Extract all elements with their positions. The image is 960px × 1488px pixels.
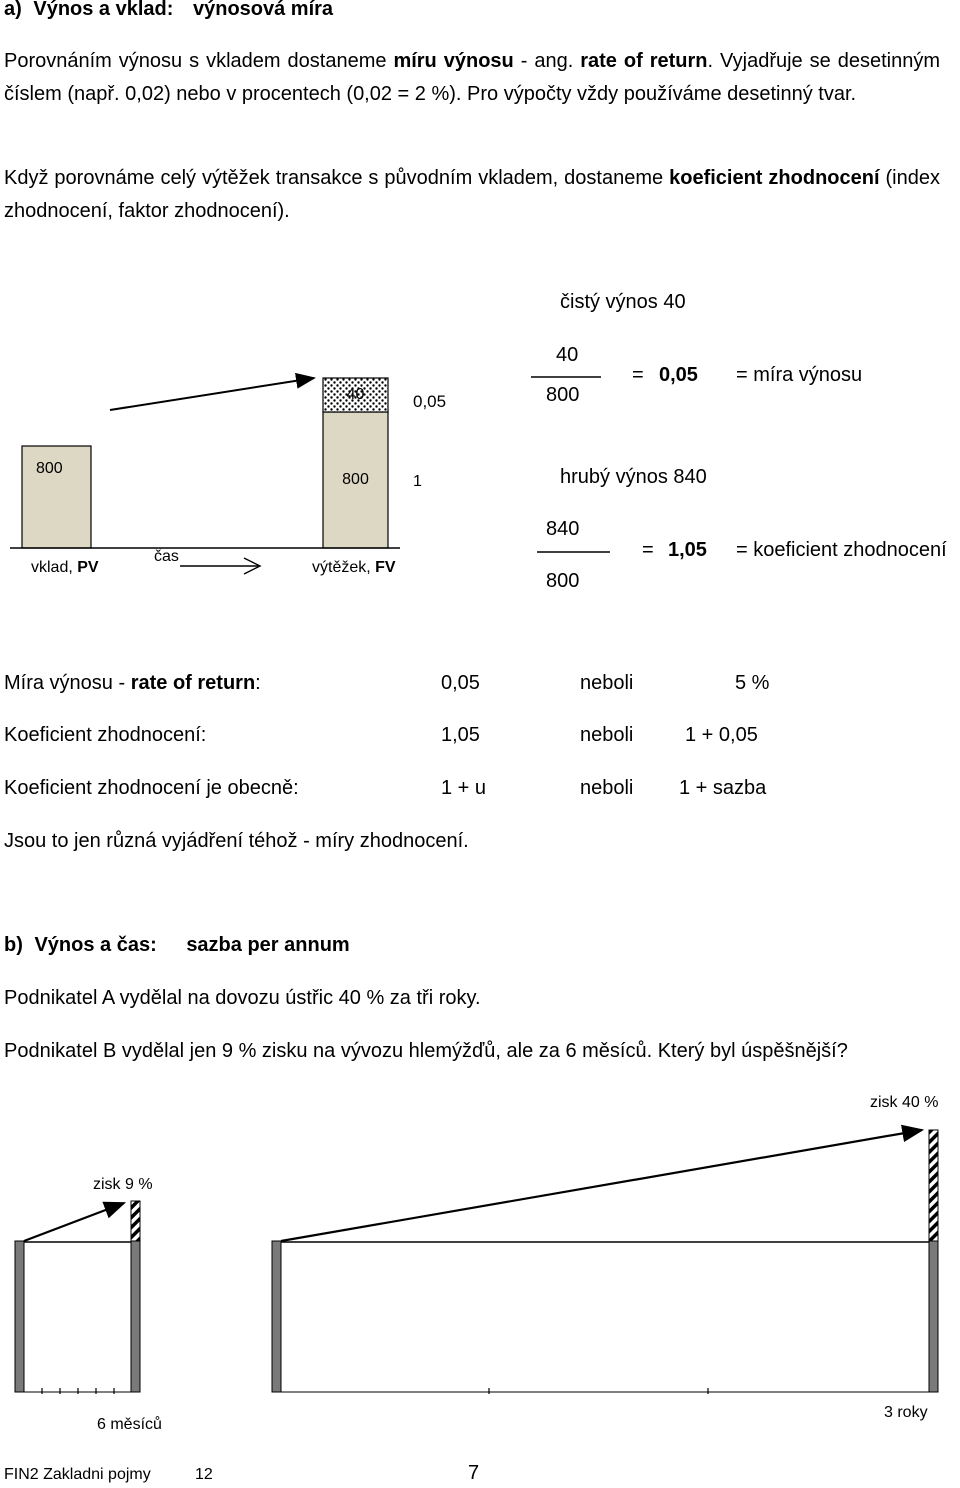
deposit-label: vklad, PV	[31, 559, 99, 576]
fraction1-numerator: 40	[556, 344, 579, 366]
arrow-a	[281, 1130, 922, 1241]
gross-return-label: hrubý výnos 840	[560, 466, 707, 488]
summary-alt: 1 + sazba	[679, 777, 767, 799]
yield-bar-value: 800	[342, 471, 369, 488]
summary-label: Míra výnosu - rate of return:	[4, 672, 261, 694]
section-a-letter: a)	[4, 0, 22, 20]
summary-or: neboli	[580, 672, 634, 694]
paragraph-coefficient: Když porovnáme celý výtěžek transakce s původním vkladem, dostaneme koeficient zhodnocení (index zhodnocení, faktor zhodnocení).	[4, 167, 940, 222]
summary-alt: 1 + 0,05	[685, 724, 758, 746]
problem-line-b: Podnikatel B vydělal jen 9 % zisku na vývozu hlemýžďů, ale za 6 měsíců. Který byl úspěšnější?	[4, 1040, 848, 1062]
bar-a-gain	[929, 1130, 938, 1241]
summary-or: neboli	[580, 724, 634, 746]
fraction1-result: 0,05	[659, 364, 698, 386]
summary-or: neboli	[580, 777, 634, 799]
summary-value: 1 + u	[441, 777, 487, 799]
fraction1-denominator: 800	[546, 384, 580, 406]
summary-value: 1,05	[441, 724, 480, 746]
section-b-title: Výnos a čas:	[34, 934, 157, 956]
term-coefficient: koeficient zhodnocení	[669, 167, 880, 189]
section-a-title: Výnos a vklad:	[33, 0, 174, 20]
fraction2-numerator: 840	[546, 518, 580, 540]
term-rate-en: rate of return	[580, 50, 708, 72]
bar-b-gain	[131, 1201, 140, 1241]
footer-doc-number: 12	[195, 1466, 213, 1483]
paragraph-rate-of-return: Porovnáním výnosu s vkladem dostaneme míru výnosu - ang. rate of return. Vyjadřuje se desetinným číslem (např. 0,02) nebo v procentech (0,02 = 2 %). Pro výpočty vždy používáme desetinný tvar.	[4, 50, 940, 105]
section-a-subtitle: výnosová míra	[192, 0, 334, 20]
fraction2-denominator: 800	[546, 570, 580, 592]
summary-note: Jsou to jen různá vyjádření téhož - míry zhodnocení.	[4, 830, 469, 852]
term-rate: míru výnosu	[393, 50, 514, 72]
section-b-subtitle: sazba per annum	[186, 934, 350, 956]
period-b-label: 6 měsíců	[97, 1416, 162, 1433]
section-b-letter: b)	[4, 934, 23, 956]
fraction2-name: = koeficient zhodnocení	[736, 539, 947, 561]
deposit-bar-value: 800	[36, 460, 63, 477]
gain-b-label: zisk 9 %	[93, 1176, 153, 1193]
period-a-label: 3 roky	[884, 1404, 928, 1421]
gain-bar-value: 40	[346, 386, 365, 403]
arrow-b	[24, 1203, 124, 1241]
gain-ratio-value: 0,05	[413, 392, 447, 411]
page-number: 7	[468, 1462, 480, 1484]
bar-a-end	[929, 1241, 938, 1392]
section-b-heading	[4, 934, 350, 957]
fraction1-equals: =	[632, 364, 644, 386]
summary-label: Koeficient zhodnocení:	[4, 724, 207, 746]
summary-label: Koeficient zhodnocení je obecně:	[4, 777, 299, 799]
gain-a-label: zisk 40 %	[870, 1094, 939, 1111]
fraction2-result: 1,05	[668, 539, 707, 561]
bar-a-start	[272, 1241, 281, 1392]
yield-label: výtěžek, FV	[312, 559, 396, 576]
summary-alt: 5 %	[735, 672, 770, 694]
bar-b-end	[131, 1241, 140, 1392]
growth-arrow	[110, 378, 314, 410]
base-ratio-value: 1	[413, 473, 422, 490]
summary-value: 0,05	[441, 672, 480, 694]
fraction1-name: = míra výnosu	[736, 364, 863, 386]
footer-doc-title: FIN2 Zakladni pojmy	[4, 1466, 151, 1483]
bar-b-start	[15, 1241, 24, 1392]
fraction2-equals: =	[642, 539, 654, 561]
problem-line-a: Podnikatel A vydělal na dovozu ústřic 40 % za tři roky.	[4, 987, 481, 1009]
net-return-label: čistý výnos 40	[560, 291, 686, 313]
time-label: čas	[154, 548, 179, 565]
